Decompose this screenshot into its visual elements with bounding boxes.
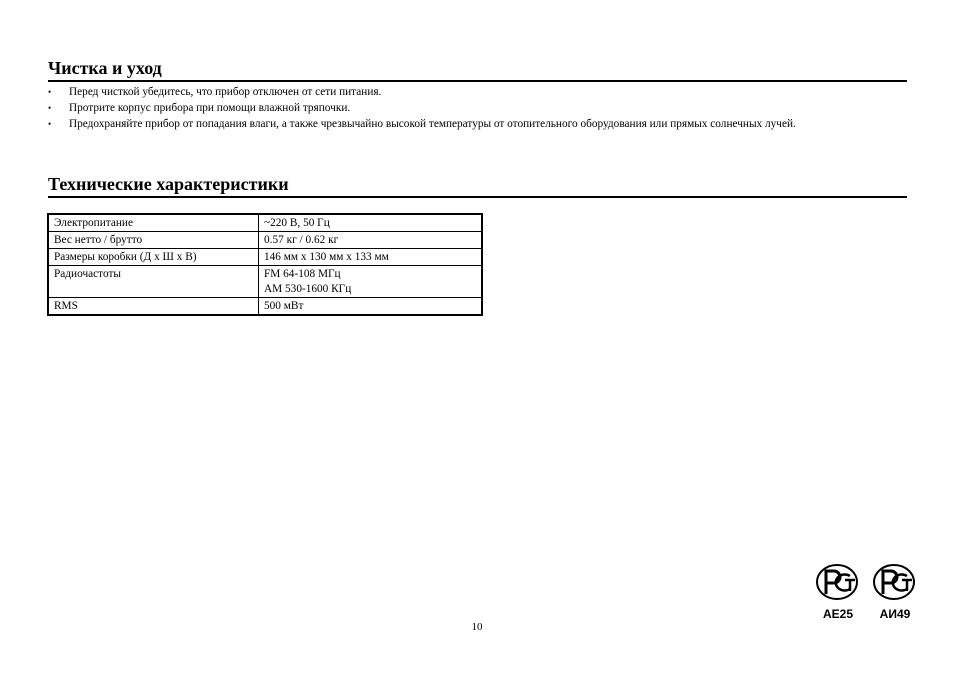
spec-label: Размеры коробки (Д х Ш х В) [48,249,259,266]
table-row [48,232,482,249]
specs-table [47,213,483,316]
certification-code: АЕ25 [822,607,854,621]
certification-mark [815,563,861,621]
rst-certification-mark-icon [872,563,918,601]
spec-value: 146 мм х 130 мм х 133 мм [259,249,483,266]
table-row [48,298,482,316]
certification-code: АИ49 [879,607,911,621]
rst-certification-mark-icon [815,563,861,601]
table-row [48,266,482,298]
spec-value [259,266,483,298]
cleaning-list [48,84,906,132]
table-row [48,214,482,232]
spec-label: RMS [48,298,259,316]
list-item: • Предохраняйте прибор от попадания влаги, а также чрезвычайно высокой температуры от отопительного оборудования или прямых солнечных лучей. [48,116,906,132]
spec-label: Радиочастоты [48,266,259,298]
spec-label: Электропитание [48,214,259,232]
spec-value: ~220 В, 50 Гц [259,214,483,232]
list-item: • Протрите корпус прибора при помощи влажной тряпочки. [48,100,906,116]
page-number: 10 [471,621,483,633]
spec-value: 0.57 кг / 0.62 кг [259,232,483,249]
certification-mark [872,563,918,621]
spec-value: 500 мВт [259,298,483,316]
spec-value-line: АМ 530-1600 КГц [264,283,352,295]
spec-label: Вес нетто / брутто [48,232,259,249]
spec-value-line: FM 64-108 МГц [264,268,341,280]
cleaning-heading: Чистка и уход [48,57,907,82]
specs-heading: Технические характеристики [48,173,907,198]
list-item: • Перед чисткой убедитесь, что прибор отключен от сети питания. [48,84,906,100]
table-row [48,249,482,266]
